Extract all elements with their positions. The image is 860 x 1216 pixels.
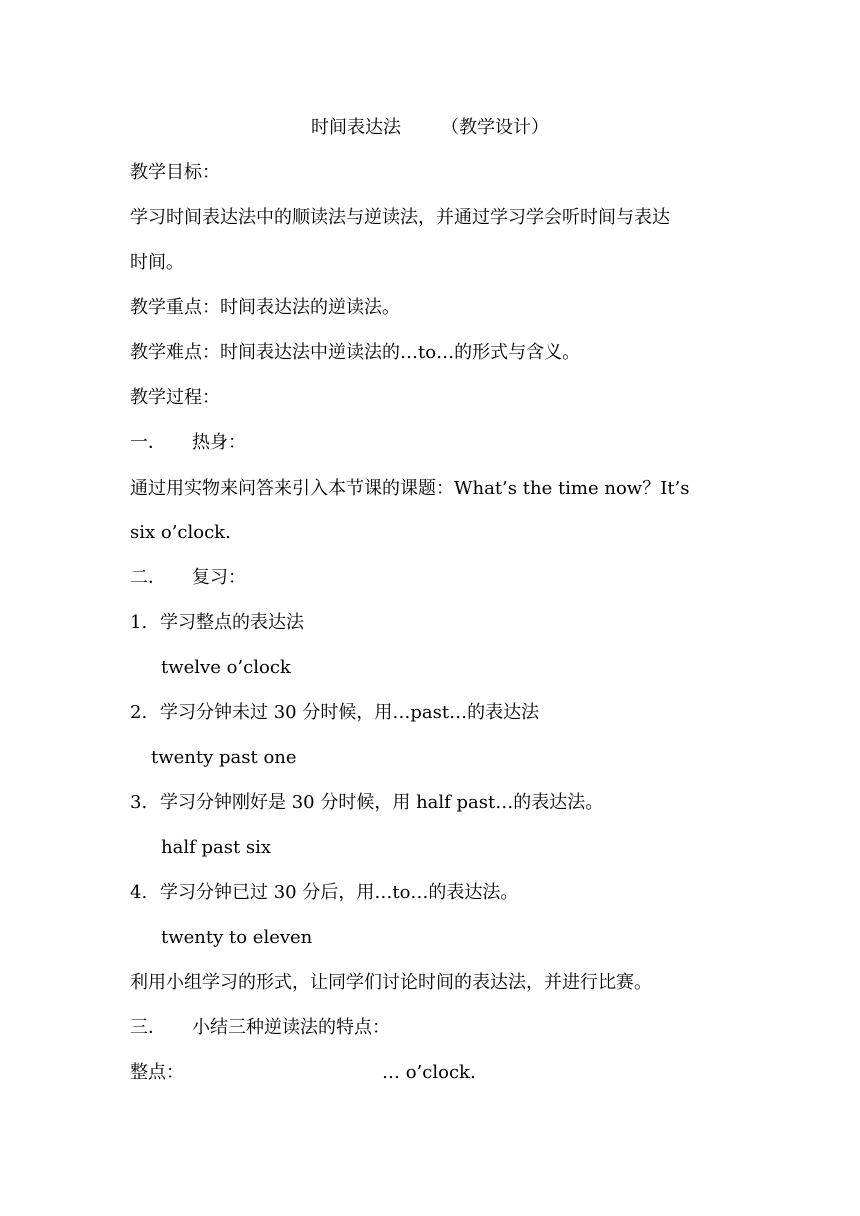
list-item-1-example: twelve o’clock: [161, 657, 291, 678]
title-main: 时间表达法: [311, 117, 401, 138]
group-activity-text: 利用小组学习的形式，让同学们讨论时间的表达法，并进行比赛。: [130, 972, 652, 993]
section-label: 复习：: [192, 567, 246, 588]
list-item-text: 学习分钟未过 30 分时候，用…past…的表达法: [160, 702, 540, 723]
list-item-4: [130, 881, 518, 905]
goal-text-line-2: 时间。: [130, 252, 184, 273]
list-item-3: [130, 791, 603, 815]
goal-label: 教学目标：: [130, 162, 220, 183]
process-label: 教学过程：: [130, 387, 220, 408]
list-item-1: [130, 611, 304, 635]
section-number: 一．: [130, 432, 166, 453]
document-title: [0, 116, 860, 140]
summary-row: [130, 1061, 476, 1085]
summary-label: 整点：: [130, 1062, 184, 1083]
section-number: 二．: [130, 567, 166, 588]
difficult-point: 教学难点：时间表达法中逆读法的…to…的形式与含义。: [130, 342, 581, 363]
goal-text-line-1: 学习时间表达法中的顺读法与逆读法，并通过学习学会听时间与表达: [130, 207, 670, 228]
list-item-text: 学习整点的表达法: [160, 612, 304, 633]
list-item-4-example: twenty to eleven: [161, 927, 313, 948]
list-item-number: 1.: [130, 612, 148, 633]
list-item-text: 学习分钟刚好是 30 分时候，用 half past…的表达法。: [160, 792, 604, 813]
section-number: 三．: [130, 1017, 166, 1038]
section-review-heading: [130, 566, 246, 590]
list-item-number: 4.: [130, 882, 148, 903]
list-item-number: 3.: [130, 792, 148, 813]
warmup-text-line-1: 通过用实物来问答来引入本节课的课题：What’s the time now？It’s: [130, 478, 690, 499]
section-summary-heading: [130, 1016, 390, 1040]
section-label: 小结三种逆读法的特点：: [192, 1017, 390, 1038]
section-warmup-heading: [130, 431, 246, 455]
title-sub: （教学设计）: [441, 117, 549, 138]
section-label: 热身：: [192, 432, 246, 453]
list-item-number: 2.: [130, 702, 148, 723]
list-item-2: [130, 701, 539, 725]
list-item-text: 学习分钟已过 30 分后，用…to…的表达法。: [160, 882, 519, 903]
warmup-text-line-2: six o’clock.: [130, 522, 231, 543]
summary-value: … o’clock.: [382, 1062, 476, 1083]
list-item-2-example: twenty past one: [151, 747, 297, 768]
list-item-3-example: half past six: [161, 837, 272, 858]
key-point: 教学重点：时间表达法的逆读法。: [130, 297, 400, 318]
